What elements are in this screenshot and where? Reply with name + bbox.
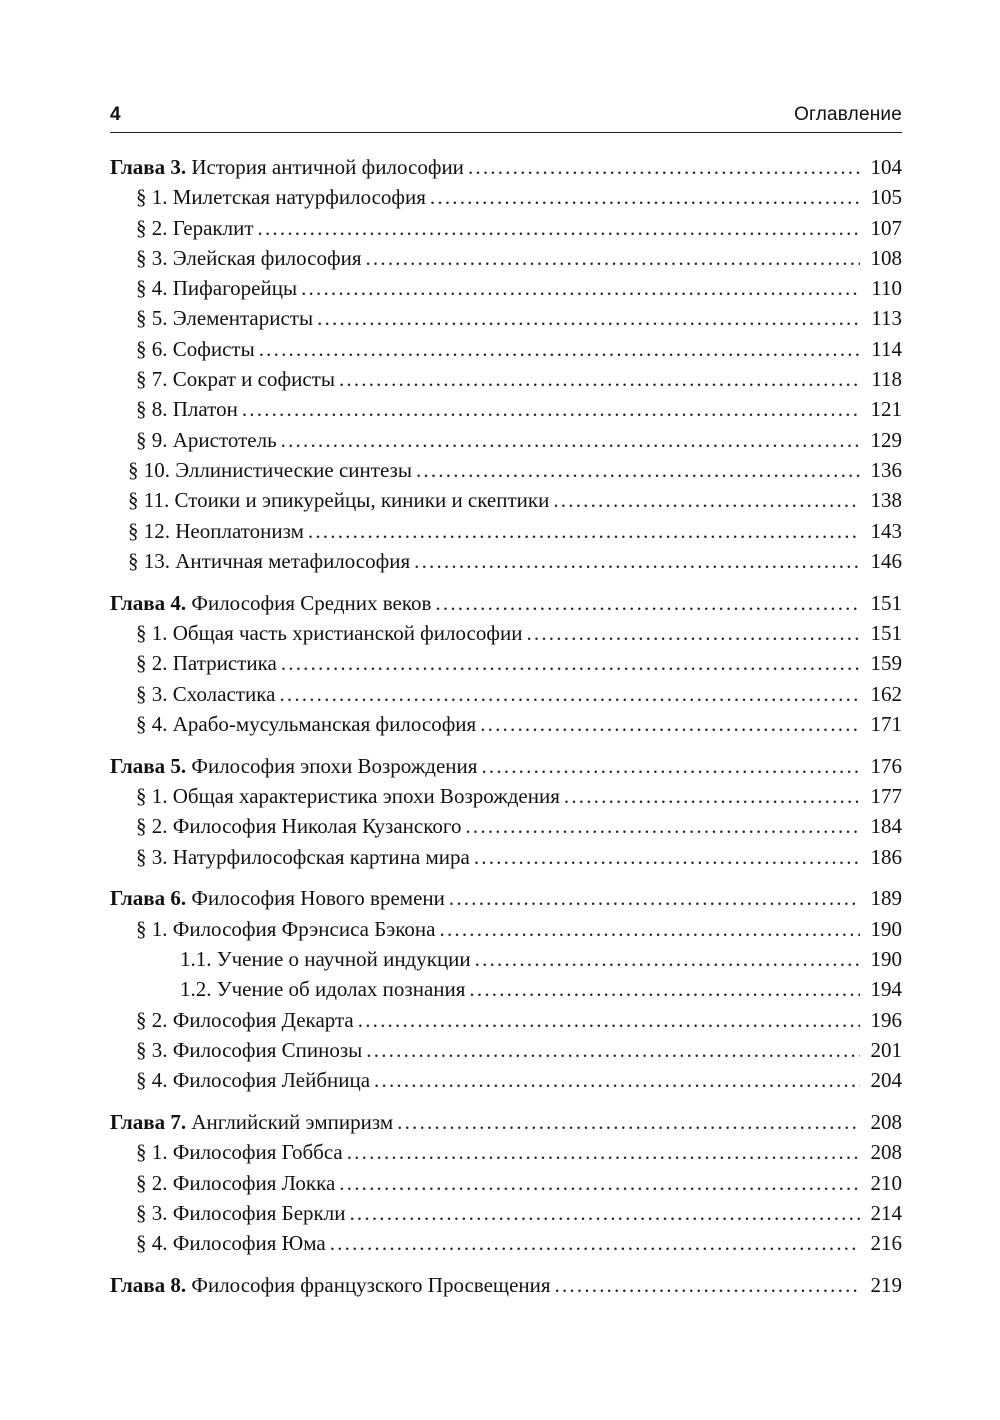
toc-section-row[interactable] — [110, 1137, 902, 1167]
dot-leader — [242, 394, 860, 424]
entry-title-text: Гераклит — [172, 215, 254, 240]
toc-section-row[interactable] — [110, 364, 902, 394]
entry-title-text: Схоластика — [172, 681, 276, 706]
entry-title — [128, 516, 304, 546]
entry-title-text: Неоплатонизм — [175, 518, 304, 543]
dot-leader — [474, 842, 860, 872]
toc-section-row[interactable] — [110, 455, 902, 485]
entry-title-text: Философия Лейбница — [172, 1068, 371, 1093]
toc-section-row[interactable] — [110, 679, 902, 709]
toc-section-row[interactable] — [110, 1065, 902, 1095]
entry-title — [136, 709, 476, 739]
entry-title — [136, 334, 255, 364]
page-ref: 151 — [870, 590, 902, 615]
entry-title-text: Арабо-мусульманская философия — [172, 711, 477, 736]
section-label: § 7. — [136, 367, 168, 392]
entry-title-text: Элементаристы — [172, 306, 314, 331]
page-ref: 208 — [870, 1140, 902, 1165]
page-ref: 219 — [870, 1272, 902, 1297]
section-label: § 1. — [136, 916, 168, 941]
page-ref: 184 — [870, 814, 902, 839]
entry-title-text: Милетская натурфилософия — [172, 185, 426, 210]
entry-title-text: Сократ и софисты — [172, 367, 335, 392]
toc-section-row[interactable] — [110, 546, 902, 576]
dot-leader — [339, 1168, 860, 1198]
entry-title — [136, 425, 277, 455]
chapter-label: Глава 7. — [110, 1109, 187, 1134]
entry-title — [128, 485, 549, 515]
dot-leader — [430, 182, 860, 212]
toc-section-row[interactable] — [110, 842, 902, 872]
entry-title-text: Философия французского Просвещения — [191, 1272, 551, 1297]
entry-title — [136, 1035, 362, 1065]
dot-leader — [468, 152, 860, 182]
entry-title — [136, 243, 361, 273]
section-label: § 2. — [136, 814, 168, 839]
chapter-label: Глава 3. — [110, 155, 187, 179]
dot-leader — [281, 648, 860, 678]
page-header — [110, 98, 902, 133]
entry-title — [128, 546, 410, 576]
toc-chapter — [110, 152, 902, 576]
section-label: § 1. — [136, 783, 168, 808]
chapter-label: Глава 4. — [110, 590, 187, 615]
entry-title-text: Философия Нового времени — [191, 886, 445, 911]
toc-section-row[interactable] — [110, 781, 902, 811]
dot-leader — [347, 1137, 860, 1167]
entry-title — [110, 152, 464, 182]
dot-leader — [475, 944, 860, 974]
section-label: § 5. — [136, 306, 168, 331]
dot-leader — [416, 455, 860, 485]
page-ref: 143 — [870, 518, 902, 543]
page-ref: 189 — [870, 886, 902, 911]
entry-title-text: Философия Фрэнсиса Бэкона — [172, 916, 436, 941]
toc-chapter — [110, 1107, 902, 1258]
entry-title — [136, 1168, 335, 1198]
entry-title — [136, 842, 470, 872]
dot-leader — [339, 364, 860, 394]
entry-title — [136, 1198, 345, 1228]
section-label: § 3. — [136, 844, 168, 869]
table-of-contents — [110, 152, 902, 1300]
page-ref: 190 — [870, 916, 902, 941]
dot-leader — [330, 1228, 860, 1258]
page-ref: 210 — [870, 1170, 902, 1195]
section-label: § 4. — [136, 276, 168, 301]
dot-leader — [481, 751, 860, 781]
dot-leader — [469, 974, 860, 1004]
entry-title-text: Софисты — [172, 336, 255, 361]
subsection-label: 1.1. — [180, 946, 212, 971]
dot-leader — [365, 243, 860, 273]
entry-title — [136, 394, 238, 424]
section-label: § 2. — [136, 1170, 168, 1195]
dot-leader — [553, 485, 860, 515]
toc-chapter — [110, 588, 902, 739]
subsection-label: 1.2. — [180, 977, 212, 1002]
page-ref: 114 — [871, 336, 902, 361]
entry-title — [180, 974, 465, 1004]
section-label: § 2. — [136, 651, 168, 676]
page-ref: 138 — [870, 488, 902, 513]
section-label: § 10. — [128, 457, 170, 482]
dot-leader — [480, 709, 860, 739]
dot-leader — [281, 425, 860, 455]
dot-leader — [555, 1270, 860, 1300]
toc-section-row[interactable] — [110, 709, 902, 739]
page-number: 4 — [110, 104, 121, 125]
toc-section-row[interactable] — [110, 394, 902, 424]
page-ref: 105 — [870, 185, 902, 210]
entry-title — [136, 1137, 343, 1167]
toc-subsection-row[interactable] — [110, 974, 902, 1004]
entry-title — [128, 455, 412, 485]
section-label: § 2. — [136, 1007, 168, 1032]
section-label: § 3. — [136, 681, 168, 706]
entry-title-text: Философия Декарта — [172, 1007, 354, 1032]
dot-leader — [279, 679, 860, 709]
entry-title-text: Философия Юма — [172, 1231, 326, 1256]
toc-section-row[interactable] — [110, 648, 902, 678]
entry-title — [136, 914, 436, 944]
entry-title-text: Философия эпохи Возрождения — [191, 753, 478, 778]
toc-section-row[interactable] — [110, 1198, 902, 1228]
entry-title-text: Платон — [172, 397, 238, 422]
entry-title-text: История античной философии — [191, 155, 464, 179]
entry-title-text: Пифагорейцы — [172, 276, 298, 301]
section-label: § 6. — [136, 336, 168, 361]
toc-section-row[interactable] — [110, 243, 902, 273]
dot-leader — [414, 546, 860, 576]
entry-title — [180, 944, 471, 974]
toc-section-row[interactable] — [110, 182, 902, 212]
dot-leader — [358, 1005, 860, 1035]
section-label: § 4. — [136, 1231, 168, 1256]
toc-section-row[interactable] — [110, 334, 902, 364]
dot-leader — [449, 883, 860, 913]
entry-title-text: Философия Спинозы — [172, 1037, 363, 1062]
section-label: § 4. — [136, 1068, 168, 1093]
toc-chapter-row[interactable] — [110, 152, 902, 182]
entry-title-text: Английский эмпиризм — [191, 1109, 394, 1134]
page-ref: 136 — [870, 457, 902, 482]
dot-leader — [259, 334, 860, 364]
entry-title — [136, 1065, 370, 1095]
toc-section-row[interactable] — [110, 213, 902, 243]
entry-title — [136, 781, 560, 811]
page-ref: 196 — [870, 1007, 902, 1032]
page-ref: 186 — [870, 844, 902, 869]
toc-section-row[interactable] — [110, 273, 902, 303]
page-ref: 216 — [870, 1231, 902, 1256]
entry-title-text: Аристотель — [172, 427, 277, 452]
toc-subsection-row[interactable] — [110, 944, 902, 974]
section-label: § 12. — [128, 518, 170, 543]
page-ref: 118 — [871, 367, 902, 392]
dot-leader — [440, 914, 861, 944]
dot-leader — [397, 1107, 860, 1137]
entry-title — [110, 588, 431, 618]
page-ref: 208 — [870, 1109, 902, 1134]
chapter-label: Глава 5. — [110, 753, 187, 778]
section-label: § 8. — [136, 397, 168, 422]
section-label: § 9. — [136, 427, 168, 452]
toc-section-row[interactable] — [110, 1168, 902, 1198]
entry-title — [136, 213, 254, 243]
entry-title-text: Античная метафилософия — [175, 548, 411, 573]
entry-title — [110, 1270, 551, 1300]
section-label: § 3. — [136, 1037, 168, 1062]
section-label: § 2. — [136, 215, 168, 240]
section-label: § 3. — [136, 245, 168, 270]
toc-section-row[interactable] — [110, 1228, 902, 1258]
entry-title — [110, 751, 477, 781]
entry-title-text: Натурфилософская картина мира — [172, 844, 470, 869]
toc-chapter-row[interactable] — [110, 883, 902, 913]
page-ref: 190 — [870, 946, 902, 971]
entry-title — [136, 679, 275, 709]
page-ref: 107 — [870, 215, 902, 240]
entry-title-text: Философия Гоббса — [172, 1140, 343, 1165]
dot-leader — [301, 273, 860, 303]
toc-section-row[interactable] — [110, 1035, 902, 1065]
page-ref: 146 — [870, 548, 902, 573]
toc-chapter-row[interactable] — [110, 1270, 902, 1300]
entry-title-text: Учение о научной индукции — [216, 946, 471, 971]
entry-title-text: Учение об идолах познания — [216, 977, 466, 1002]
entry-title-text: Общая характеристика эпохи Возрождения — [172, 783, 560, 808]
entry-title — [136, 364, 335, 394]
page-ref: 159 — [870, 651, 902, 676]
entry-title-text: Общая часть христианской философии — [172, 620, 523, 645]
entry-title — [136, 1228, 326, 1258]
toc-section-row[interactable] — [110, 811, 902, 841]
entry-title — [136, 1005, 354, 1035]
entry-title-text: Эллинистические синтезы — [175, 457, 412, 482]
page-ref: 104 — [870, 155, 902, 179]
page-ref: 204 — [870, 1068, 902, 1093]
page-ref: 201 — [870, 1037, 902, 1062]
section-label: § 13. — [128, 548, 170, 573]
toc-section-row[interactable] — [110, 914, 902, 944]
page-ref: 113 — [871, 306, 902, 331]
page-ref: 176 — [870, 753, 902, 778]
entry-title-text: Философия Средних веков — [191, 590, 432, 615]
dot-leader — [374, 1065, 860, 1095]
entry-title-text: Патристика — [172, 651, 277, 676]
section-label: § 11. — [128, 488, 170, 513]
page-ref: 108 — [870, 245, 902, 270]
page-ref: 194 — [870, 977, 902, 1002]
dot-leader — [366, 1035, 860, 1065]
section-label: § 1. — [136, 185, 168, 210]
dot-leader — [435, 588, 860, 618]
entry-title — [110, 883, 445, 913]
entry-title — [136, 648, 277, 678]
toc-section-row[interactable] — [110, 516, 902, 546]
entry-title — [136, 303, 313, 333]
entry-title-text: Философия Николая Кузанского — [172, 814, 462, 839]
toc-section-row[interactable] — [110, 425, 902, 455]
entry-title — [136, 273, 297, 303]
entry-title — [136, 618, 522, 648]
dot-leader — [349, 1198, 860, 1228]
entry-title — [136, 811, 461, 841]
page-ref: 177 — [870, 783, 902, 808]
toc-section-row[interactable] — [110, 1005, 902, 1035]
page-ref: 162 — [870, 681, 902, 706]
dot-leader — [465, 811, 860, 841]
page-ref: 171 — [870, 711, 902, 736]
toc-section-row[interactable] — [110, 485, 902, 515]
chapter-label: Глава 6. — [110, 886, 187, 911]
toc-chapter-row[interactable] — [110, 588, 902, 618]
toc-chapter-row[interactable] — [110, 1107, 902, 1137]
page-ref: 110 — [871, 276, 902, 301]
section-label: § 3. — [136, 1200, 168, 1225]
entry-title — [110, 1107, 393, 1137]
toc-section-row[interactable] — [110, 618, 902, 648]
section-label: § 1. — [136, 620, 168, 645]
page-ref: 121 — [870, 397, 902, 422]
toc-chapter-row[interactable] — [110, 751, 902, 781]
entry-title — [136, 182, 426, 212]
dot-leader — [258, 213, 860, 243]
entry-title-text: Элейская философия — [172, 245, 362, 270]
dot-leader — [317, 303, 860, 333]
page-ref: 151 — [870, 620, 902, 645]
toc-chapter — [110, 883, 902, 1095]
entry-title-text: Философия Локка — [172, 1170, 336, 1195]
entry-title-text: Философия Беркли — [172, 1200, 346, 1225]
dot-leader — [308, 516, 860, 546]
section-label: § 1. — [136, 1140, 168, 1165]
section-label: § 4. — [136, 711, 168, 736]
toc-chapter — [110, 751, 902, 872]
toc-chapter — [110, 1270, 902, 1300]
dot-leader — [564, 781, 860, 811]
page-ref: 214 — [870, 1200, 902, 1225]
dot-leader — [526, 618, 860, 648]
running-title: Оглавление — [794, 104, 902, 125]
toc-section-row[interactable] — [110, 303, 902, 333]
page-ref: 129 — [870, 427, 902, 452]
entry-title-text: Стоики и эпикурейцы, киники и скептики — [174, 488, 550, 513]
chapter-label: Глава 8. — [110, 1272, 187, 1297]
